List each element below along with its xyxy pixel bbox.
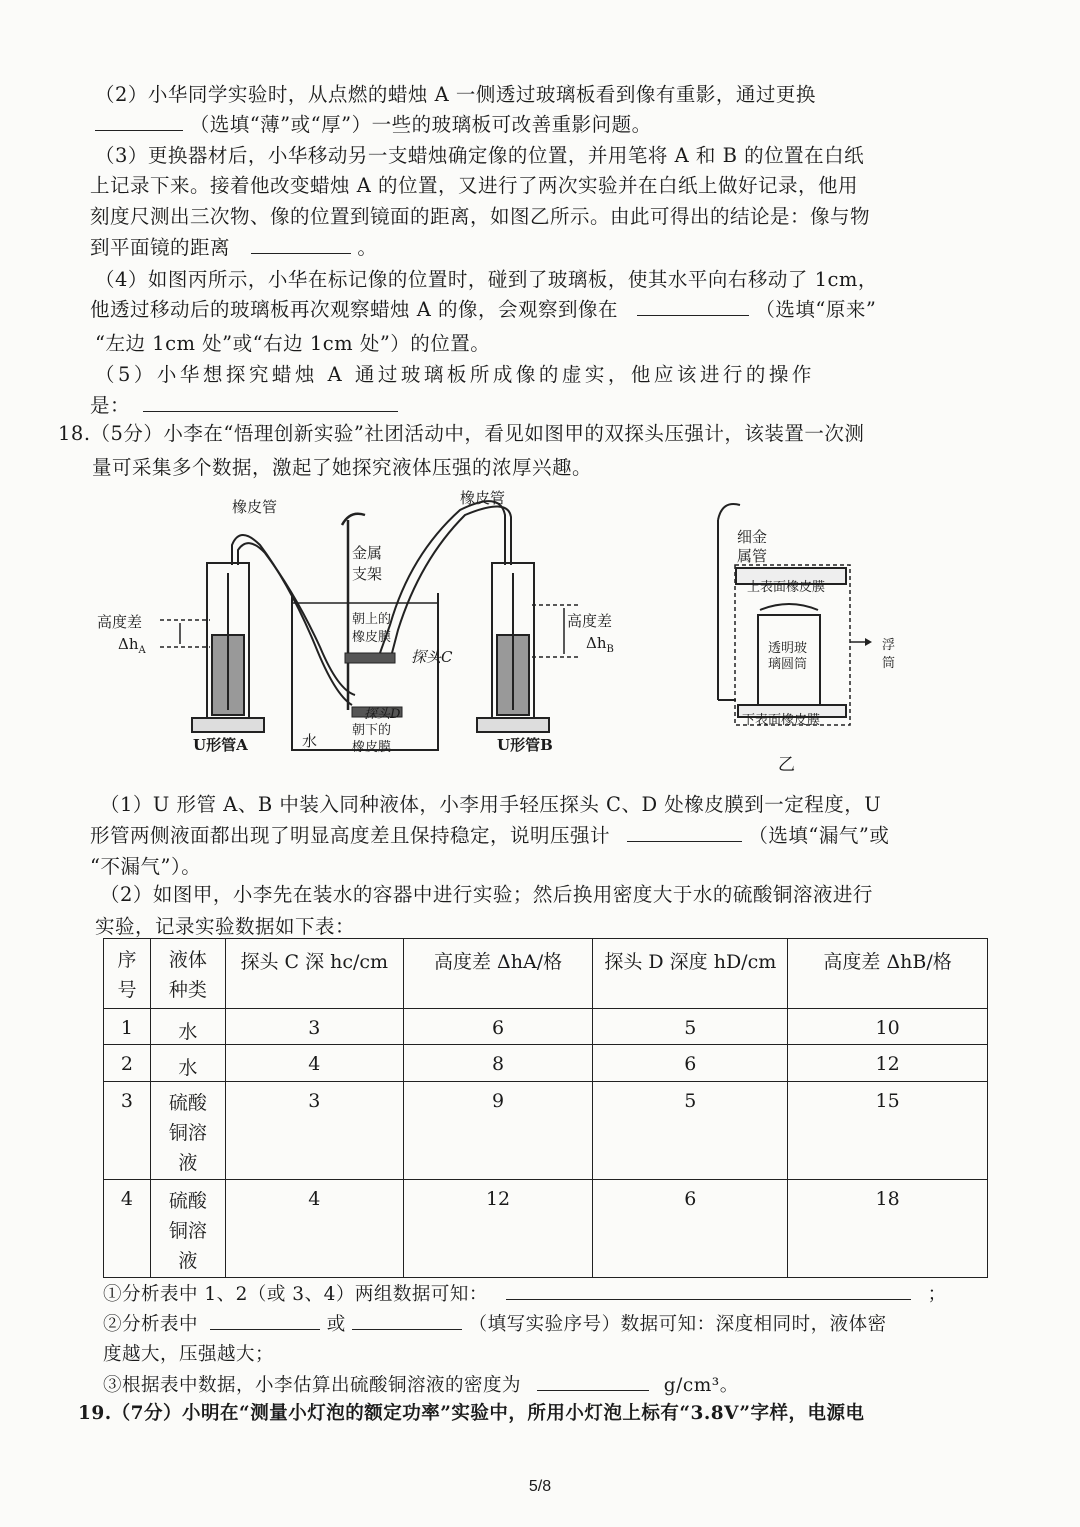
u-tube-b-shape: [477, 563, 549, 732]
label-metal-stand-1: 金属: [352, 544, 383, 562]
q18-sub1-end: ；: [927, 1284, 947, 1305]
label-membrane-down-1: 朝下的: [352, 723, 392, 738]
q18-sub3: [103, 1372, 739, 1400]
q18-sub2-line2: 度越大，压强越大；: [103, 1344, 275, 1365]
table-row: [104, 1045, 988, 1082]
q17-2-line2: [95, 111, 652, 139]
label-top-membrane: 上表面橡皮膜: [747, 580, 826, 595]
q18-sub2-text: ②分析表中: [103, 1314, 199, 1335]
q18-header-line1: 18.（5分）小李在“悟理创新实验”社团活动中，看见如图甲的双探头压强计，该装置一次测: [58, 422, 865, 445]
q17-4-line3: “左边 1cm 处”或“右边 1cm 处”）的位置。: [95, 332, 491, 355]
label-delta-hb: $\Delta h_B$: [586, 634, 614, 655]
cell-dhb: 15: [788, 1082, 988, 1180]
cell-hd: 5: [593, 1082, 788, 1180]
table-row: [104, 1180, 988, 1278]
q18-2-line1: （2）如图甲，小李先在装水的容器中进行实验；然后换用密度大于水的硫酸铜溶液进行: [100, 883, 873, 906]
answer-blank-operation[interactable]: [143, 393, 398, 412]
cell-dhb: 12: [788, 1045, 988, 1082]
header-dha: 高度差 ΔhA/格: [403, 939, 593, 1009]
q17-3-line2: 上记录下来。接着他改变蜡烛 A 的位置，又进行了两次实验并在白纸上做好记录，他用: [90, 174, 858, 197]
label-membrane-up-2: 橡皮膜: [352, 630, 392, 645]
q17-5-line2: [90, 392, 398, 420]
q17-4-line2-text: 他透过移动后的玻璃板再次观察蜡烛 A 的像，会观察到像在: [90, 298, 618, 321]
q17-3-line4-text: 到平面镜的距离: [90, 236, 231, 259]
cell-liquid: 水: [150, 1009, 225, 1045]
q18-sub3-unit: g/cm³。: [663, 1375, 739, 1396]
label-probe-c: 探头C: [411, 648, 453, 666]
q17-5-line1: （5）小华想探究蜡烛 A 通过玻璃板所成像的虚实，他应该进行的操作: [95, 363, 815, 386]
q17-2-line1: （2）小华同学实验时，从点燃的蜡烛 A 一侧透过玻璃板看到像有重影，通过更换: [95, 83, 816, 106]
cell-hc: 4: [225, 1045, 403, 1082]
cell-seq: 4: [104, 1180, 151, 1278]
header-hc: 探头 C 深 hc/cm: [225, 939, 403, 1009]
cell-hd: 6: [593, 1180, 788, 1278]
label-float-1: 浮: [882, 638, 896, 653]
label-height-diff-left: 高度差: [97, 613, 143, 631]
q18-sub2-rest: （填写实验序号）数据可知：深度相同时，液体密: [468, 1314, 887, 1335]
label-thin-tube-2: 属管: [737, 547, 768, 565]
q17-3-line3: 刻度尺测出三次物、像的位置到镜面的距离，如图乙所示。由此可得出的结论是：像与物: [90, 205, 871, 228]
label-glass-2: 璃圆筒: [768, 657, 808, 672]
cell-dha: 12: [403, 1180, 593, 1278]
header-dhb: 高度差 ΔhB/格: [788, 939, 988, 1009]
figure-jia-diagram: [80, 485, 600, 775]
answer-blank-thickness[interactable]: [95, 112, 183, 131]
label-height-diff-right: 高度差: [567, 612, 613, 630]
q18-2-line2: 实验，记录实验数据如下表：: [95, 915, 356, 938]
cell-hd: 6: [593, 1045, 788, 1082]
cell-liquid: 硫酸 铜溶 液: [150, 1082, 225, 1180]
q18-1-line2: [90, 822, 889, 850]
header-hd: 探头 D 深度 hD/cm: [593, 939, 788, 1009]
label-float-2: 筒: [882, 656, 896, 671]
cell-hc: 3: [225, 1082, 403, 1180]
answer-blank-conclusion-depth[interactable]: [506, 1281, 911, 1300]
label-rubber-tube-right: 橡皮管: [460, 489, 506, 507]
label-delta-ha: $\Delta h_A$: [118, 635, 146, 656]
cell-hc: 3: [225, 1009, 403, 1045]
answer-blank-density[interactable]: [537, 1372, 649, 1391]
cell-dhb: 10: [788, 1009, 988, 1045]
label-bottom-membrane: 下表面橡皮膜: [742, 713, 821, 728]
label-u-tube-a: U形管A: [193, 736, 248, 754]
q18-sub1: [103, 1281, 947, 1309]
label-thin-tube-1: 细金: [737, 528, 768, 546]
experiment-data-table: [103, 938, 988, 1278]
q17-4-line2-choices: （选填“原来”: [755, 298, 877, 321]
q17-4-line2: [90, 296, 876, 324]
q18-1-line2-text: 形管两侧液面都出现了明显高度差且保持稳定，说明压强计: [90, 824, 611, 847]
answer-blank-distance[interactable]: [251, 235, 351, 254]
cell-seq: 1: [104, 1009, 151, 1045]
cell-seq: 2: [104, 1045, 151, 1082]
label-probe-d: 探头D: [364, 707, 401, 722]
q17-5-line2-text: 是：: [90, 394, 131, 417]
q17-4-line1: （4）如图丙所示，小华在标记像的位置时，碰到了玻璃板，使其水平向右移动了 1cm，: [95, 268, 878, 291]
q18-1-line3: “不漏气”）。: [90, 855, 202, 878]
answer-blank-seq-b[interactable]: [352, 1311, 462, 1330]
table-row: [104, 1082, 988, 1180]
q18-1-line2-choices: （选填“漏气”或: [748, 824, 890, 847]
answer-blank-seq-a[interactable]: [210, 1311, 320, 1330]
table-row: [104, 1009, 988, 1045]
label-u-tube-b: U形管B: [497, 736, 553, 754]
label-metal-stand-2: 支架: [352, 565, 383, 583]
q17-2-line2-text: （选填“薄”或“厚”）一些的玻璃板可改善重影问题。: [189, 113, 652, 136]
label-water: 水: [302, 732, 318, 750]
cell-hc: 4: [225, 1180, 403, 1278]
probe-c-shape: [345, 653, 395, 663]
cell-dhb: 18: [788, 1180, 988, 1278]
header-liquid: 液体 种类: [150, 939, 225, 1009]
caption-yi: 乙: [778, 755, 795, 775]
cell-liquid: 水: [150, 1045, 225, 1082]
answer-blank-leak[interactable]: [627, 823, 742, 842]
q19-header: 19.（7分）小明在“测量小灯泡的额定功率”实验中，所用小灯泡上标有“3.8V”字样，电源电: [78, 1403, 865, 1424]
cell-dha: 8: [403, 1045, 593, 1082]
answer-blank-image-position[interactable]: [637, 297, 749, 316]
label-membrane-up-1: 朝上的: [352, 612, 392, 627]
header-seq: 序 号: [104, 939, 151, 1009]
q17-3-line4: [90, 234, 377, 262]
cell-liquid: 硫酸 铜溶 液: [150, 1180, 225, 1278]
cell-dha: 9: [403, 1082, 593, 1180]
q18-sub1-text: ①分析表中 1、2（或 3、4）两组数据可知：: [103, 1284, 488, 1305]
cell-seq: 3: [104, 1082, 151, 1180]
q18-sub3-text: ③根据表中数据，小李估算出硫酸铜溶液的密度为: [103, 1375, 522, 1396]
q18-sub2: [103, 1311, 887, 1339]
figure-yi-diagram: [700, 490, 900, 770]
cell-dha: 6: [403, 1009, 593, 1045]
label-membrane-down-2: 橡皮膜: [352, 740, 392, 755]
label-rubber-tube-left: 橡皮管: [232, 498, 278, 516]
q18-sub2-or: 或: [326, 1314, 346, 1335]
q18-header-line2: 量可采集多个数据，激起了她探究液体压强的浓厚兴趣。: [92, 456, 593, 479]
table-header-row: [104, 939, 988, 1009]
cell-hd: 5: [593, 1009, 788, 1045]
q18-1-line1: （1）U 形管 A、B 中装入同种液体，小李用手轻压探头 C、D 处橡皮膜到一定程度，U: [100, 793, 882, 816]
page-number: 5/8: [528, 1478, 552, 1495]
q17-3-line1: （3）更换器材后，小华移动另一支蜡烛确定像的位置，并用笔将 A 和 B 的位置在白纸: [95, 144, 865, 167]
q17-3-period: 。: [357, 236, 378, 259]
label-glass-1: 透明玻: [768, 641, 808, 656]
